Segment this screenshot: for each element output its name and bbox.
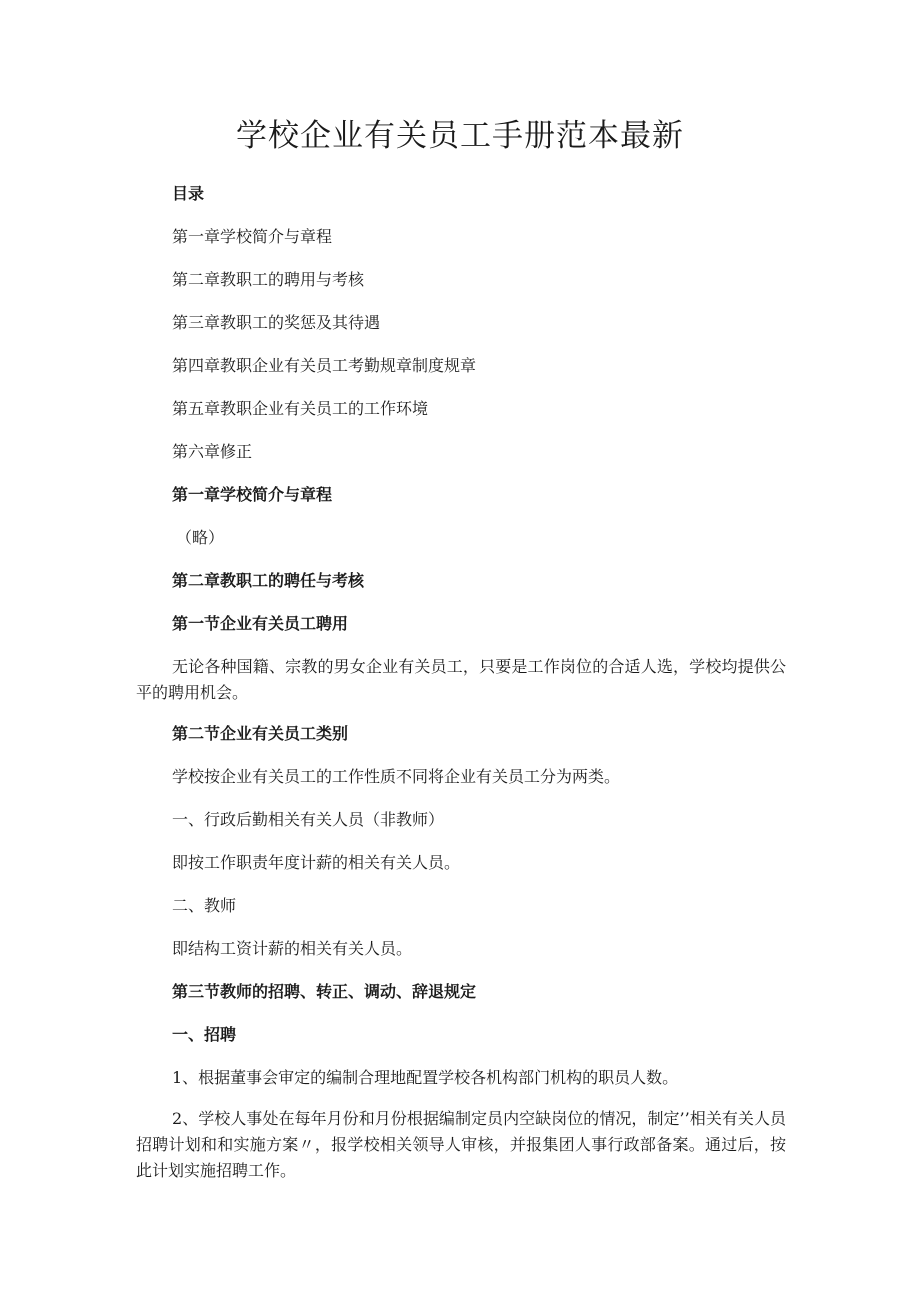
category2-title: 二、教师: [172, 896, 237, 915]
section2-intro: 学校按企业有关员工的工作性质不同将企业有关员工分为两类。: [172, 767, 621, 786]
toc-item-2: 第二章教职工的聘用与考核: [172, 270, 365, 289]
toc-item-1: 第一章学校简介与章程: [172, 227, 333, 246]
section1-body: 无论各种国籍、宗教的男女企业有关员工，只要是工作岗位的合适人选，学校均提供公平的聘用机会。: [136, 657, 786, 702]
section2-heading: 第二节企业有关员工类别: [172, 724, 349, 743]
chapter1-body: （略）: [176, 528, 225, 547]
toc-item-4: 第四章教职企业有关员工考勤规章制度规章: [172, 356, 477, 375]
category1-desc: 即按工作职责年度计薪的相关有关人员。: [172, 853, 461, 872]
recruit-item-1: 1、根据董事会审定的编制合理地配置学校各机构部门机构的职员人数。: [172, 1068, 679, 1087]
toc-item-3: 第三章教职工的奖惩及其待遇: [172, 313, 381, 332]
recruit-heading: 一、招聘: [172, 1025, 237, 1044]
document-title: 学校企业有关员工手册范本最新: [236, 118, 684, 154]
toc-item-6: 第六章修正: [172, 442, 253, 461]
chapter1-heading: 第一章学校简介与章程: [172, 485, 333, 504]
recruit-item-2: 2、学校人事处在每年月份和月份根据编制定员内空缺岗位的情况，制定’’相关有关人员招聘计划和和实施方案〃，报学校相关领导人审核，并报集团人事行政部备案。通过后，按此计划实施招聘工作。: [136, 1109, 786, 1180]
category2-desc: 即结构工资计薪的相关有关人员。: [172, 939, 413, 958]
section1-heading: 第一节企业有关员工聘用: [172, 614, 349, 633]
toc-heading: 目录: [172, 184, 205, 203]
category1-title: 一、行政后勤相关有关人员（非教师）: [172, 810, 445, 829]
chapter2-heading: 第二章教职工的聘任与考核: [172, 571, 365, 590]
section3-heading: 第三节教师的招聘、转正、调动、辞退规定: [172, 982, 477, 1001]
toc-item-5: 第五章教职企业有关员工的工作环境: [172, 399, 429, 418]
